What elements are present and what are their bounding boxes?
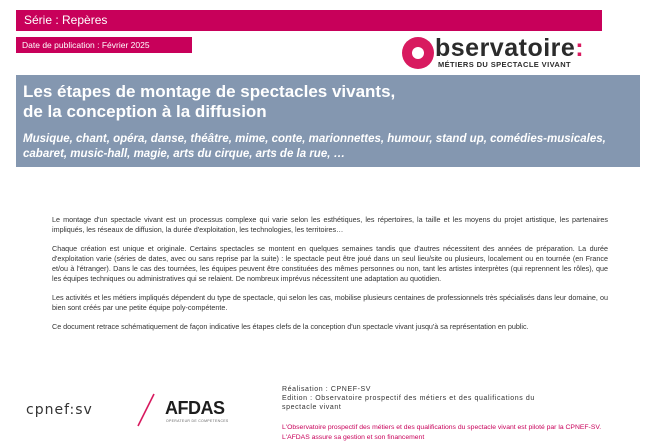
title-line-1: Les étapes de montage de spectacles vivants, xyxy=(23,82,396,101)
afdas-logo: AFDAS xyxy=(165,398,225,418)
logo-colon: : xyxy=(575,34,585,62)
document-title xyxy=(23,82,395,122)
paragraph-3: Les activités et les métiers impliqués dépendent du type de spectacle, qui selon les cas, mobilise plusieurs centaines de professionnels très spécialisés dans leur domaine, ou bien sont créés par une petite équipe poly-compétente. xyxy=(52,293,608,312)
intro-text xyxy=(52,215,608,341)
paragraph-2: Chaque création est unique et originale. Certains spectacles se montent en quelques semaines tandis que d'autres nécessitent des années de préparation. La durée d'exploitation varie (séries de dates, avec ou sans reprise par la suite) : le spectacle peut être joué dans un seul lieu/site ou plusieurs, localement ou en tournée (en France et/ou à l'étranger). Dans le cas des tournées, les équipes peuvent être constituées des mêmes personnes ou non, tant les artistes interprètes (qui reprennent les rôles), que les équipes techniques ou administratives qui se relaient. De nombreux imprévus nécessitent une adaptation au quotidien. xyxy=(52,244,608,283)
cpnef-logo: cpnef:sv xyxy=(26,402,93,418)
observatoire-logo xyxy=(402,34,617,71)
publication-date: Date de publication : Février 2025 xyxy=(22,40,150,50)
divider-slash-icon xyxy=(132,392,162,428)
credits-block xyxy=(282,385,535,412)
afdas-tagline: OPERATEUR DE COMPETENCES xyxy=(166,419,229,423)
series-banner xyxy=(16,10,602,31)
edition-credit-line-2: spectacle vivant xyxy=(282,404,342,411)
logo-wordmark xyxy=(435,34,584,63)
series-label: Série : Repères xyxy=(24,13,108,27)
publication-date-banner xyxy=(16,37,192,53)
genres-list: Musique, chant, opéra, danse, théâtre, mime, conte, marionnettes, humour, stand up, comédies-musicales, cabaret, music-hall, magie, arts du cirque, arts de la rue, … xyxy=(23,133,606,160)
logo-subtitle: MÉTIERS DU SPECTACLE VIVANT xyxy=(438,60,572,69)
funding-note: L'Observatoire prospectif des métiers et des qualifications du spectacle vivant est piloté par la CPNEF-SV. L'AFDAS assure sa gestion et son financement xyxy=(282,424,602,441)
paragraph-1: Le montage d'un spectacle vivant est un processus complexe qui varie selon les esthétiques, les répertoires, la taille et les moyens du projet artistique, les partenaires impliqués, les réseaux de diffusion, la durée d'exploitation, les technologies, les territoires… xyxy=(52,215,608,234)
paragraph-4: Ce document retrace schématiquement de façon indicative les étapes clefs de la conception d'un spectacle vivant jusqu'à sa représentation en public. xyxy=(52,322,529,331)
title-line-2: de la conception à la diffusion xyxy=(23,102,267,121)
edition-credit-line-1: Edition : Observatoire prospectif des métiers et des qualifications du xyxy=(282,395,535,402)
logo-word-text: bservatoire xyxy=(435,34,576,62)
logo-o-mark xyxy=(402,37,434,69)
realisation-credit: Réalisation : CPNEF-SV xyxy=(282,386,372,393)
title-banner xyxy=(16,75,640,167)
